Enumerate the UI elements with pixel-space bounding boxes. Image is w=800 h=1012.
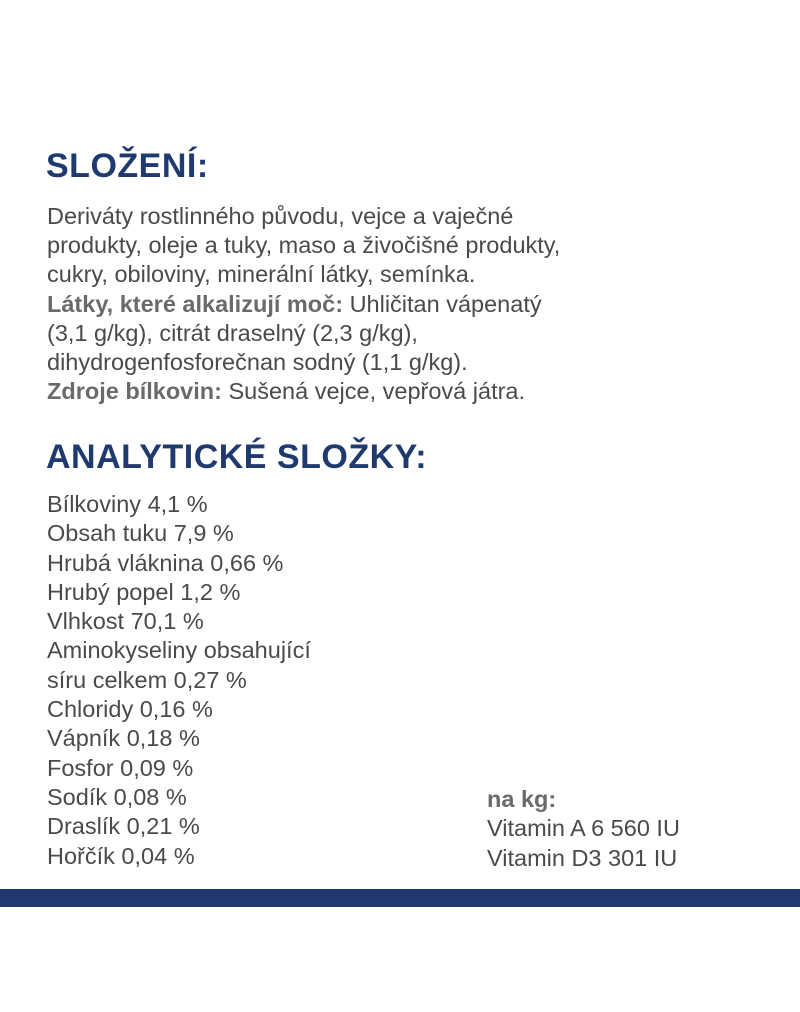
alkaline-text-line: (3,1 g/kg), citrát draselný (2,3 g/kg), — [47, 319, 418, 346]
alkaline-line — [47, 290, 767, 319]
vitamin-item: Vitamin A 6 560 IU — [487, 815, 680, 842]
analytics-item: síru celkem 0,27 % — [47, 666, 247, 693]
analytics-item: Bílkoviny 4,1 % — [47, 491, 208, 517]
composition-line: Deriváty rostlinného původu, vejce a vaječné — [47, 203, 514, 229]
composition-line: cukry, obiloviny, minerální látky, semínka. — [47, 261, 476, 288]
protein-sources-label: Zdroje bílkovin: — [47, 378, 222, 405]
analytics-item: Hořčík 0,04 % — [47, 842, 195, 869]
analytics-item: Hrubý popel 1,2 % — [47, 578, 241, 605]
analytics-item: Fosfor 0,09 % — [47, 754, 194, 781]
analytics-item: Chloridy 0,16 % — [47, 696, 213, 723]
alkaline-text-line: dihydrogenfosforečnan sodný (1,1 g/kg). — [47, 349, 468, 376]
analytics-list — [47, 490, 311, 871]
vitamins-block — [487, 785, 680, 873]
composition-line: produkty, oleje a tuky, maso a živočišné produkty, — [47, 232, 561, 259]
protein-sources-line — [47, 377, 767, 406]
analytics-item: Vápník 0,18 % — [47, 725, 200, 752]
analytics-item: Aminokyseliny obsahující — [47, 637, 311, 664]
alkaline-text: Uhličitan vápenatý — [343, 290, 542, 317]
analytics-heading: ANALYTICKÉ SLOŽKY: — [46, 438, 428, 476]
bottom-color-bar — [0, 889, 800, 907]
analytics-item: Hrubá vláknina 0,66 % — [47, 549, 284, 576]
vitamin-item: Vitamin D3 301 IU — [487, 844, 678, 871]
analytics-item: Sodík 0,08 % — [47, 783, 187, 810]
alkaline-label: Látky, které alkalizují moč: — [47, 290, 344, 317]
composition-text — [47, 202, 767, 406]
protein-sources-text: Sušená vejce, vepřová játra. — [221, 378, 526, 405]
analytics-item: Draslík 0,21 % — [47, 813, 200, 840]
analytics-item: Vlhkost 70,1 % — [47, 608, 204, 635]
composition-heading: SLOŽENÍ: — [46, 147, 209, 185]
analytics-item: Obsah tuku 7,9 % — [47, 520, 234, 547]
per-kg-label: na kg: — [487, 786, 557, 812]
